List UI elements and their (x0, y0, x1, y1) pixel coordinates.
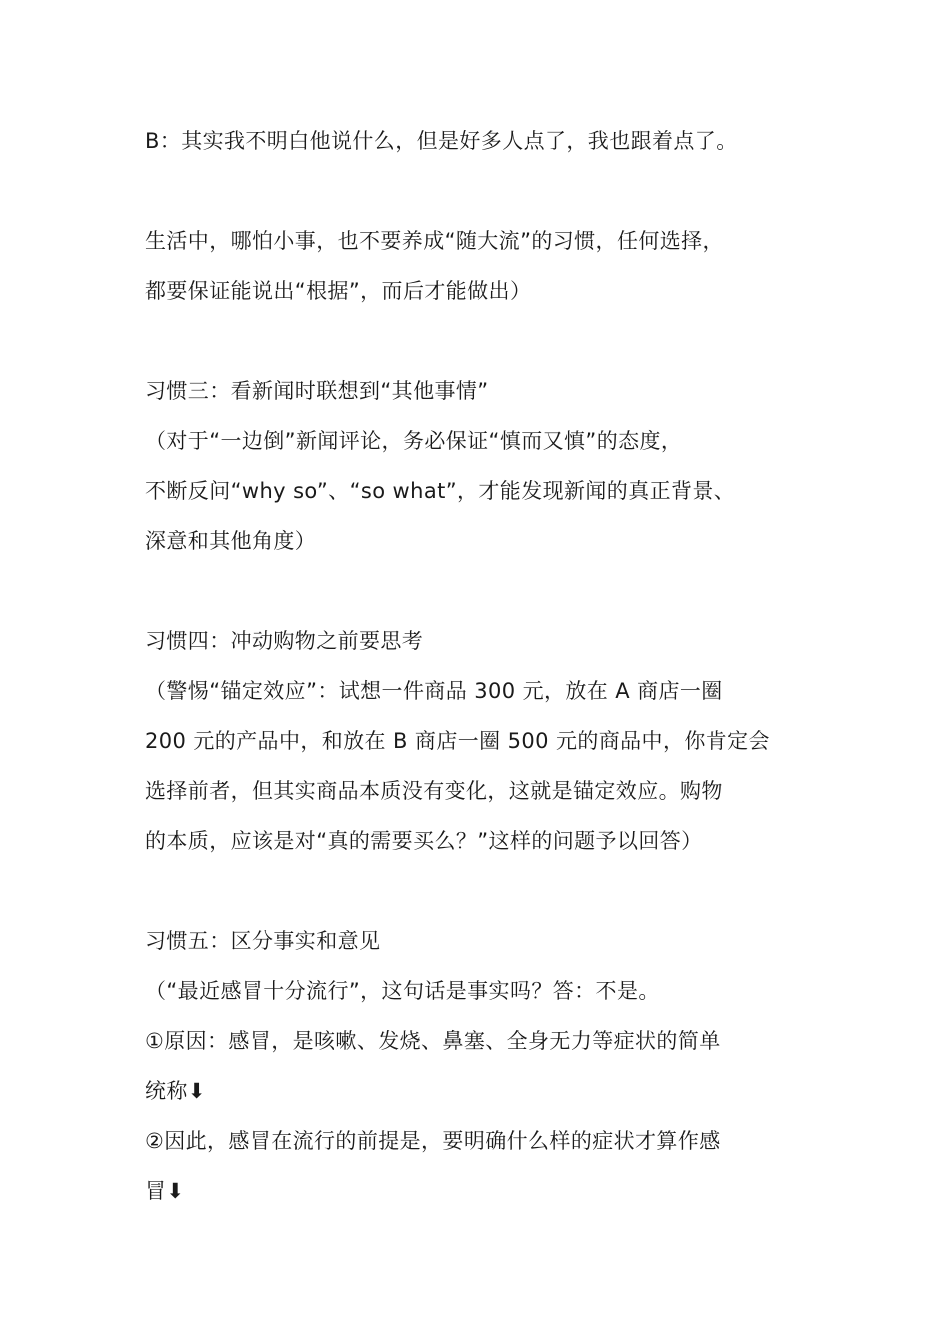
paragraph-line: 统称⬇ (145, 1079, 206, 1103)
paragraph-line: 不断反问“why so”、“so what”，才能发现新闻的真正背景、 (145, 479, 736, 503)
paragraph-line: 深意和其他角度） (145, 529, 317, 553)
paragraph-line: 选择前者，但其实商品本质没有变化，这就是锚定效应。购物 (145, 779, 723, 803)
paragraph-line: （对于“一边倒”新闻评论，务必保证“慎而又慎”的态度， (145, 429, 683, 453)
paragraph-line: ②因此，感冒在流行的前提是，要明确什么样的症状才算作感 (145, 1129, 721, 1153)
paragraph-line: （“最近感冒十分流行”，这句话是事实吗？答：不是。 (145, 979, 660, 1003)
paragraph-line-dialogue-b: B：其实我不明白他说什么，但是好多人点了，我也跟着点了。 (145, 129, 738, 153)
paragraph-line: 生活中，哪怕小事，也不要养成“随大流”的习惯，任何选择， (145, 229, 724, 253)
paragraph-line: 都要保证能说出“根据”，而后才能做出） (145, 279, 532, 303)
habit-five-heading: 习惯五：区分事实和意见 (145, 929, 381, 953)
habit-three-heading: 习惯三：看新闻时联想到“其他事情” (145, 379, 489, 403)
paragraph-line: ①原因：感冒，是咳嗽、发烧、鼻塞、全身无力等症状的简单 (145, 1029, 721, 1053)
paragraph-line: 的本质，应该是对“真的需要买么？”这样的问题予以回答） (145, 829, 703, 853)
paragraph-line: 冒⬇ (145, 1179, 185, 1203)
habit-four-heading: 习惯四：冲动购物之前要思考 (145, 629, 424, 653)
paragraph-line: （警惕“锚定效应”：试想一件商品 300 元，放在 A 商店一圈 (145, 679, 723, 703)
paragraph-line: 200 元的产品中，和放在 B 商店一圈 500 元的商品中，你肯定会 (145, 729, 770, 753)
